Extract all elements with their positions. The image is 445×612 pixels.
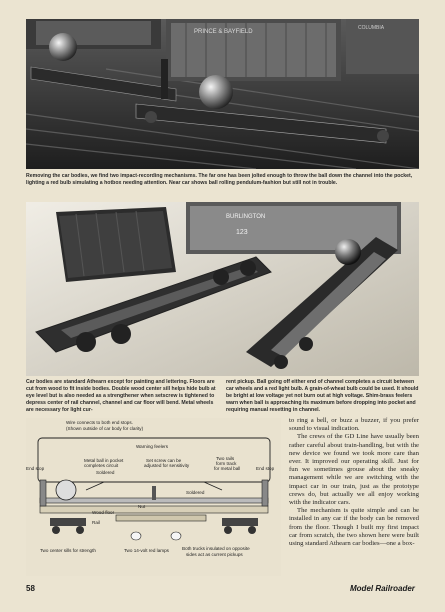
label-setscrew: Set screw can be	[146, 458, 182, 463]
label-warning: Warning feelers	[136, 444, 168, 449]
label-end-stop-left: End stop	[26, 466, 45, 471]
diagram-ball	[56, 480, 76, 500]
top-car-lettering: PRINCE & BAYFIELD	[194, 29, 253, 35]
label-end-stop-right: End stop	[256, 466, 275, 471]
label-trucks-sub: sides act as current pickups	[186, 552, 243, 557]
middle-car-lettering: BURLINGTON	[226, 214, 266, 220]
middle-photo-image	[26, 202, 419, 376]
wiring-diagram-svg	[26, 418, 281, 576]
article-paragraph-1: to ring a bell, or buzz a buzzer, if you prefer sound to visual indication.	[289, 417, 419, 433]
label-setscrew-sub: adjusted for sensitivity	[144, 463, 190, 468]
top-caption: Removing the car bodies, we find two impact-recording mechanisms. The far one has been jolted enough to throw the ball down the channel into the pocket, lighting a red bulb simulating a hotbox needing attention. Near car shows ball rolling pendulum-fashion but still not in trouble.	[26, 173, 413, 187]
label-rails-sub2: for metal ball	[214, 466, 241, 471]
middle-caption-right: rent pickup. Ball going off either end of channel completes a circuit between car wheels and a red light bulb. A grain-of-wheat bulb could be used. It should be bright at low voltage yet not burn out at high voltage. Shim-brass feelers warn when ball is approaching its maximum before dropping into pocket and requiring manual resetting in channel.	[226, 379, 419, 414]
label-soldered-top: Soldered	[96, 470, 115, 475]
ball-near	[199, 75, 233, 109]
label-wire: Wire connects to both end stops.	[66, 420, 133, 425]
ball-pocket	[335, 239, 361, 265]
label-wood-floor: Wood floor	[92, 510, 115, 515]
label-rails-sub: form track	[216, 461, 237, 466]
label-metal-ball-sub: completes circuit	[84, 463, 119, 468]
label-lamps: Two 14-volt red lamps	[124, 548, 169, 553]
top-right-car-lettering: COLUMBIA	[358, 25, 385, 31]
magazine-name: Model Railroader	[350, 584, 415, 593]
label-rail: Rail	[92, 520, 100, 525]
top-photo-image	[26, 19, 419, 169]
middle-car-number: 123	[236, 229, 248, 236]
label-soldered-mid: Soldered	[186, 490, 205, 495]
label-trucks: Both trucks insulated on opposite	[182, 546, 250, 551]
top-photo	[26, 19, 419, 169]
label-sills: Two center sills for strength	[40, 548, 96, 553]
label-metal-ball: Metal ball in pocket	[84, 458, 124, 463]
label-wire-sub: (Shown outside of car body for clarity)	[66, 426, 144, 431]
ball-far	[49, 33, 77, 61]
label-rails: Two rails	[216, 456, 235, 461]
article-column	[289, 417, 419, 548]
label-nut: Nut	[138, 504, 146, 509]
middle-photo	[26, 202, 419, 376]
middle-caption-left: Car bodies are standard Athearn except for painting and lettering. Floors are cut from wood to fit inside bodies. Double wood center sill helps hide bulb at eye level but is also needed as a strengthener when setscrew is tightened to depress center of rail channel, channel and car floor will bend. Metal wheels are necessary for light cur-	[26, 379, 216, 414]
article-paragraph-2: The crews of the GD Line have usually been rather careful about train-handling, but with the new device we found we took more care than ever. It improved our operating skill. Just for fun we sometimes grouse about the sneaky management while we are switching with the impact car in our train, just as the prototype crews do, but actually we all enjoy working with the indicator cars.	[289, 433, 419, 507]
page-number: 58	[26, 584, 35, 593]
article-paragraph-3: The mechanism is quite simple and can be installed in any car if the body can be removed from the floor. Though I built my first impact car from scratch, the two shown here were built using standard Athearn car bodies—one a box-	[289, 507, 419, 548]
wiring-diagram	[26, 418, 281, 576]
